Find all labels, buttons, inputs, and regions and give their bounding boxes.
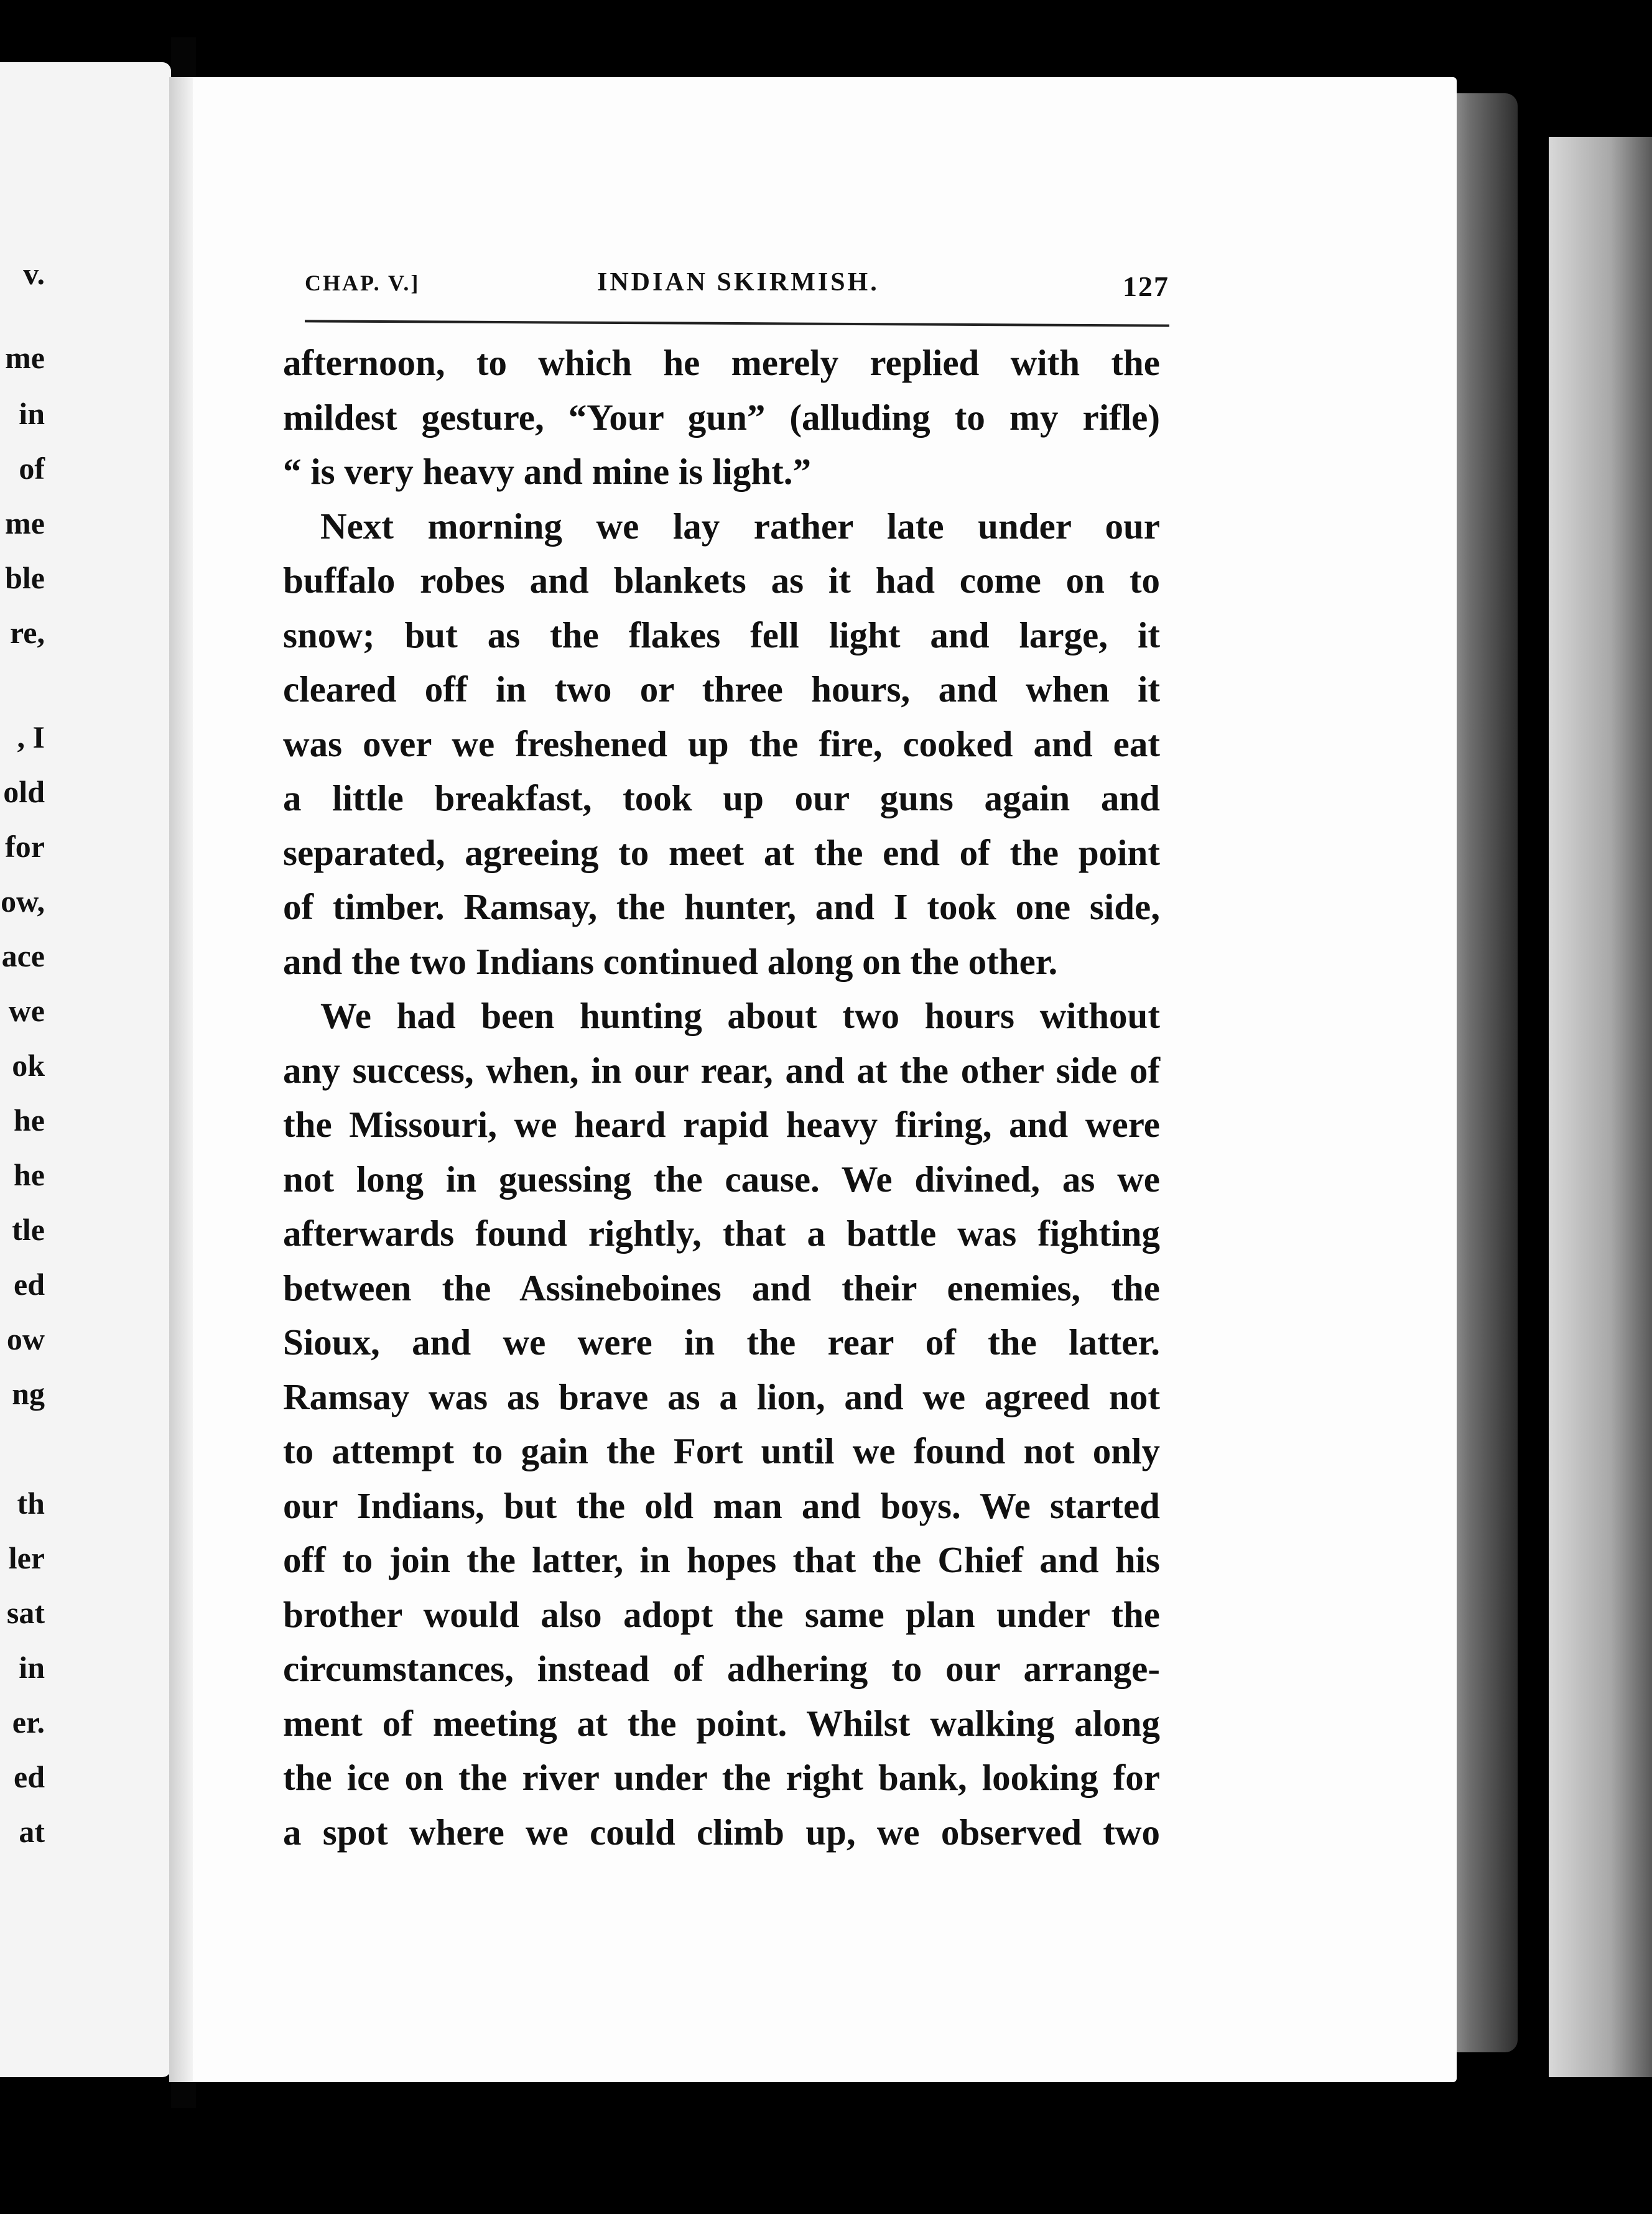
left-page-fragment: v. bbox=[23, 256, 45, 291]
text-line: separated, agreeing to meet at the end of the point bbox=[283, 831, 1160, 873]
text-line: cleared off in two or three hours, and when it bbox=[283, 669, 1160, 710]
text-line: not long in guessing the cause. We divined, as we bbox=[283, 1158, 1160, 1200]
text-line: the ice on the river under the right bank, looking for bbox=[283, 1757, 1160, 1798]
page-number: 127 bbox=[1123, 271, 1169, 302]
running-header bbox=[305, 267, 1169, 311]
left-page-fragment: re, bbox=[10, 615, 45, 650]
text-line: afternoon, to which he merely replied with the bbox=[283, 342, 1160, 383]
left-page-fragment: sat bbox=[6, 1595, 45, 1630]
left-page-fragment: ble bbox=[5, 560, 45, 595]
book-cover-edge bbox=[1549, 137, 1652, 2077]
left-page-fragment: in bbox=[19, 396, 45, 431]
text-line: of timber. Ramsay, the hunter, and I took one side, bbox=[283, 886, 1160, 927]
left-page-fragment: ok bbox=[12, 1048, 45, 1083]
running-title: INDIAN SKIRMISH. bbox=[597, 268, 879, 297]
text-line: ment of meeting at the point. Whilst walking along bbox=[283, 1702, 1160, 1744]
text-line: our Indians, but the old man and boys. We started bbox=[283, 1484, 1160, 1526]
text-line: the Missouri, we heard rapid heavy firing, and were bbox=[283, 1104, 1160, 1145]
page-gutter bbox=[169, 77, 193, 2082]
text-line: Sioux, and we were in the rear of the latter. bbox=[283, 1322, 1160, 1363]
text-line: snow; but as the flakes fell light and large, it bbox=[283, 614, 1160, 655]
left-page-fragment: er. bbox=[12, 1705, 45, 1739]
text-line: and the two Indians continued along on the other. bbox=[283, 940, 1058, 982]
text-line: between the Assineboines and their enemies, the bbox=[283, 1267, 1160, 1308]
text-line: was over we freshened up the fire, cooked and eat bbox=[283, 723, 1160, 764]
text-line: We had been hunting about two hours without bbox=[320, 995, 1160, 1036]
text-line: afterwards found rightly, that a battle was fighting bbox=[283, 1213, 1160, 1254]
text-line: Next morning we lay rather late under our bbox=[320, 505, 1160, 547]
text-line: buffalo robes and blankets as it had come on to bbox=[283, 560, 1160, 601]
text-line: mildest gesture, “Your gun” (alluding to my rifle) bbox=[283, 396, 1160, 438]
left-page-fragment: in bbox=[19, 1650, 45, 1685]
left-page-fragment: he bbox=[14, 1157, 45, 1192]
left-page-fragment: tle bbox=[12, 1212, 45, 1247]
text-line: circumstances, instead of adhering to our arrange- bbox=[283, 1648, 1160, 1689]
body-text bbox=[283, 336, 1160, 1860]
text-line: any success, when, in our rear, and at the other side of bbox=[283, 1049, 1160, 1091]
left-page-fragment: ed bbox=[14, 1267, 45, 1302]
text-line: to attempt to gain the Fort until we found not only bbox=[283, 1430, 1160, 1471]
left-page-fragment: ed bbox=[14, 1759, 45, 1794]
text-line: a spot where we could climb up, we observed two bbox=[283, 1811, 1160, 1853]
left-page-fragment: old bbox=[3, 774, 45, 809]
left-page-fragment: we bbox=[8, 993, 45, 1028]
left-page-fragment: ace bbox=[1, 938, 45, 973]
left-page-fragment: ow, bbox=[1, 884, 45, 919]
text-line: a little breakfast, took up our guns again and bbox=[283, 777, 1160, 818]
left-page-fragment: he bbox=[14, 1103, 45, 1137]
left-page-fragment: of bbox=[19, 451, 45, 486]
left-page-fragment: ow bbox=[6, 1322, 45, 1356]
left-page-fragment: for bbox=[5, 829, 45, 864]
left-page-fragment: me bbox=[5, 340, 45, 375]
left-page-fragment: at bbox=[19, 1814, 45, 1849]
left-page-fragment: th bbox=[17, 1486, 45, 1521]
left-page-fragment: , I bbox=[17, 720, 45, 754]
text-line: brother would also adopt the same plan under the bbox=[283, 1593, 1160, 1635]
left-page-fragment: me bbox=[5, 506, 45, 540]
left-page-fragment: ler bbox=[8, 1540, 45, 1575]
text-line: “ is very heavy and mine is light.” bbox=[283, 451, 811, 492]
left-page-fragment: ng bbox=[12, 1376, 45, 1411]
chapter-label: CHAP. V.] bbox=[305, 271, 420, 295]
text-line: off to join the latter, in hopes that the Chief and his bbox=[283, 1539, 1160, 1580]
text-line: Ramsay was as brave as a lion, and we agreed not bbox=[283, 1376, 1160, 1417]
